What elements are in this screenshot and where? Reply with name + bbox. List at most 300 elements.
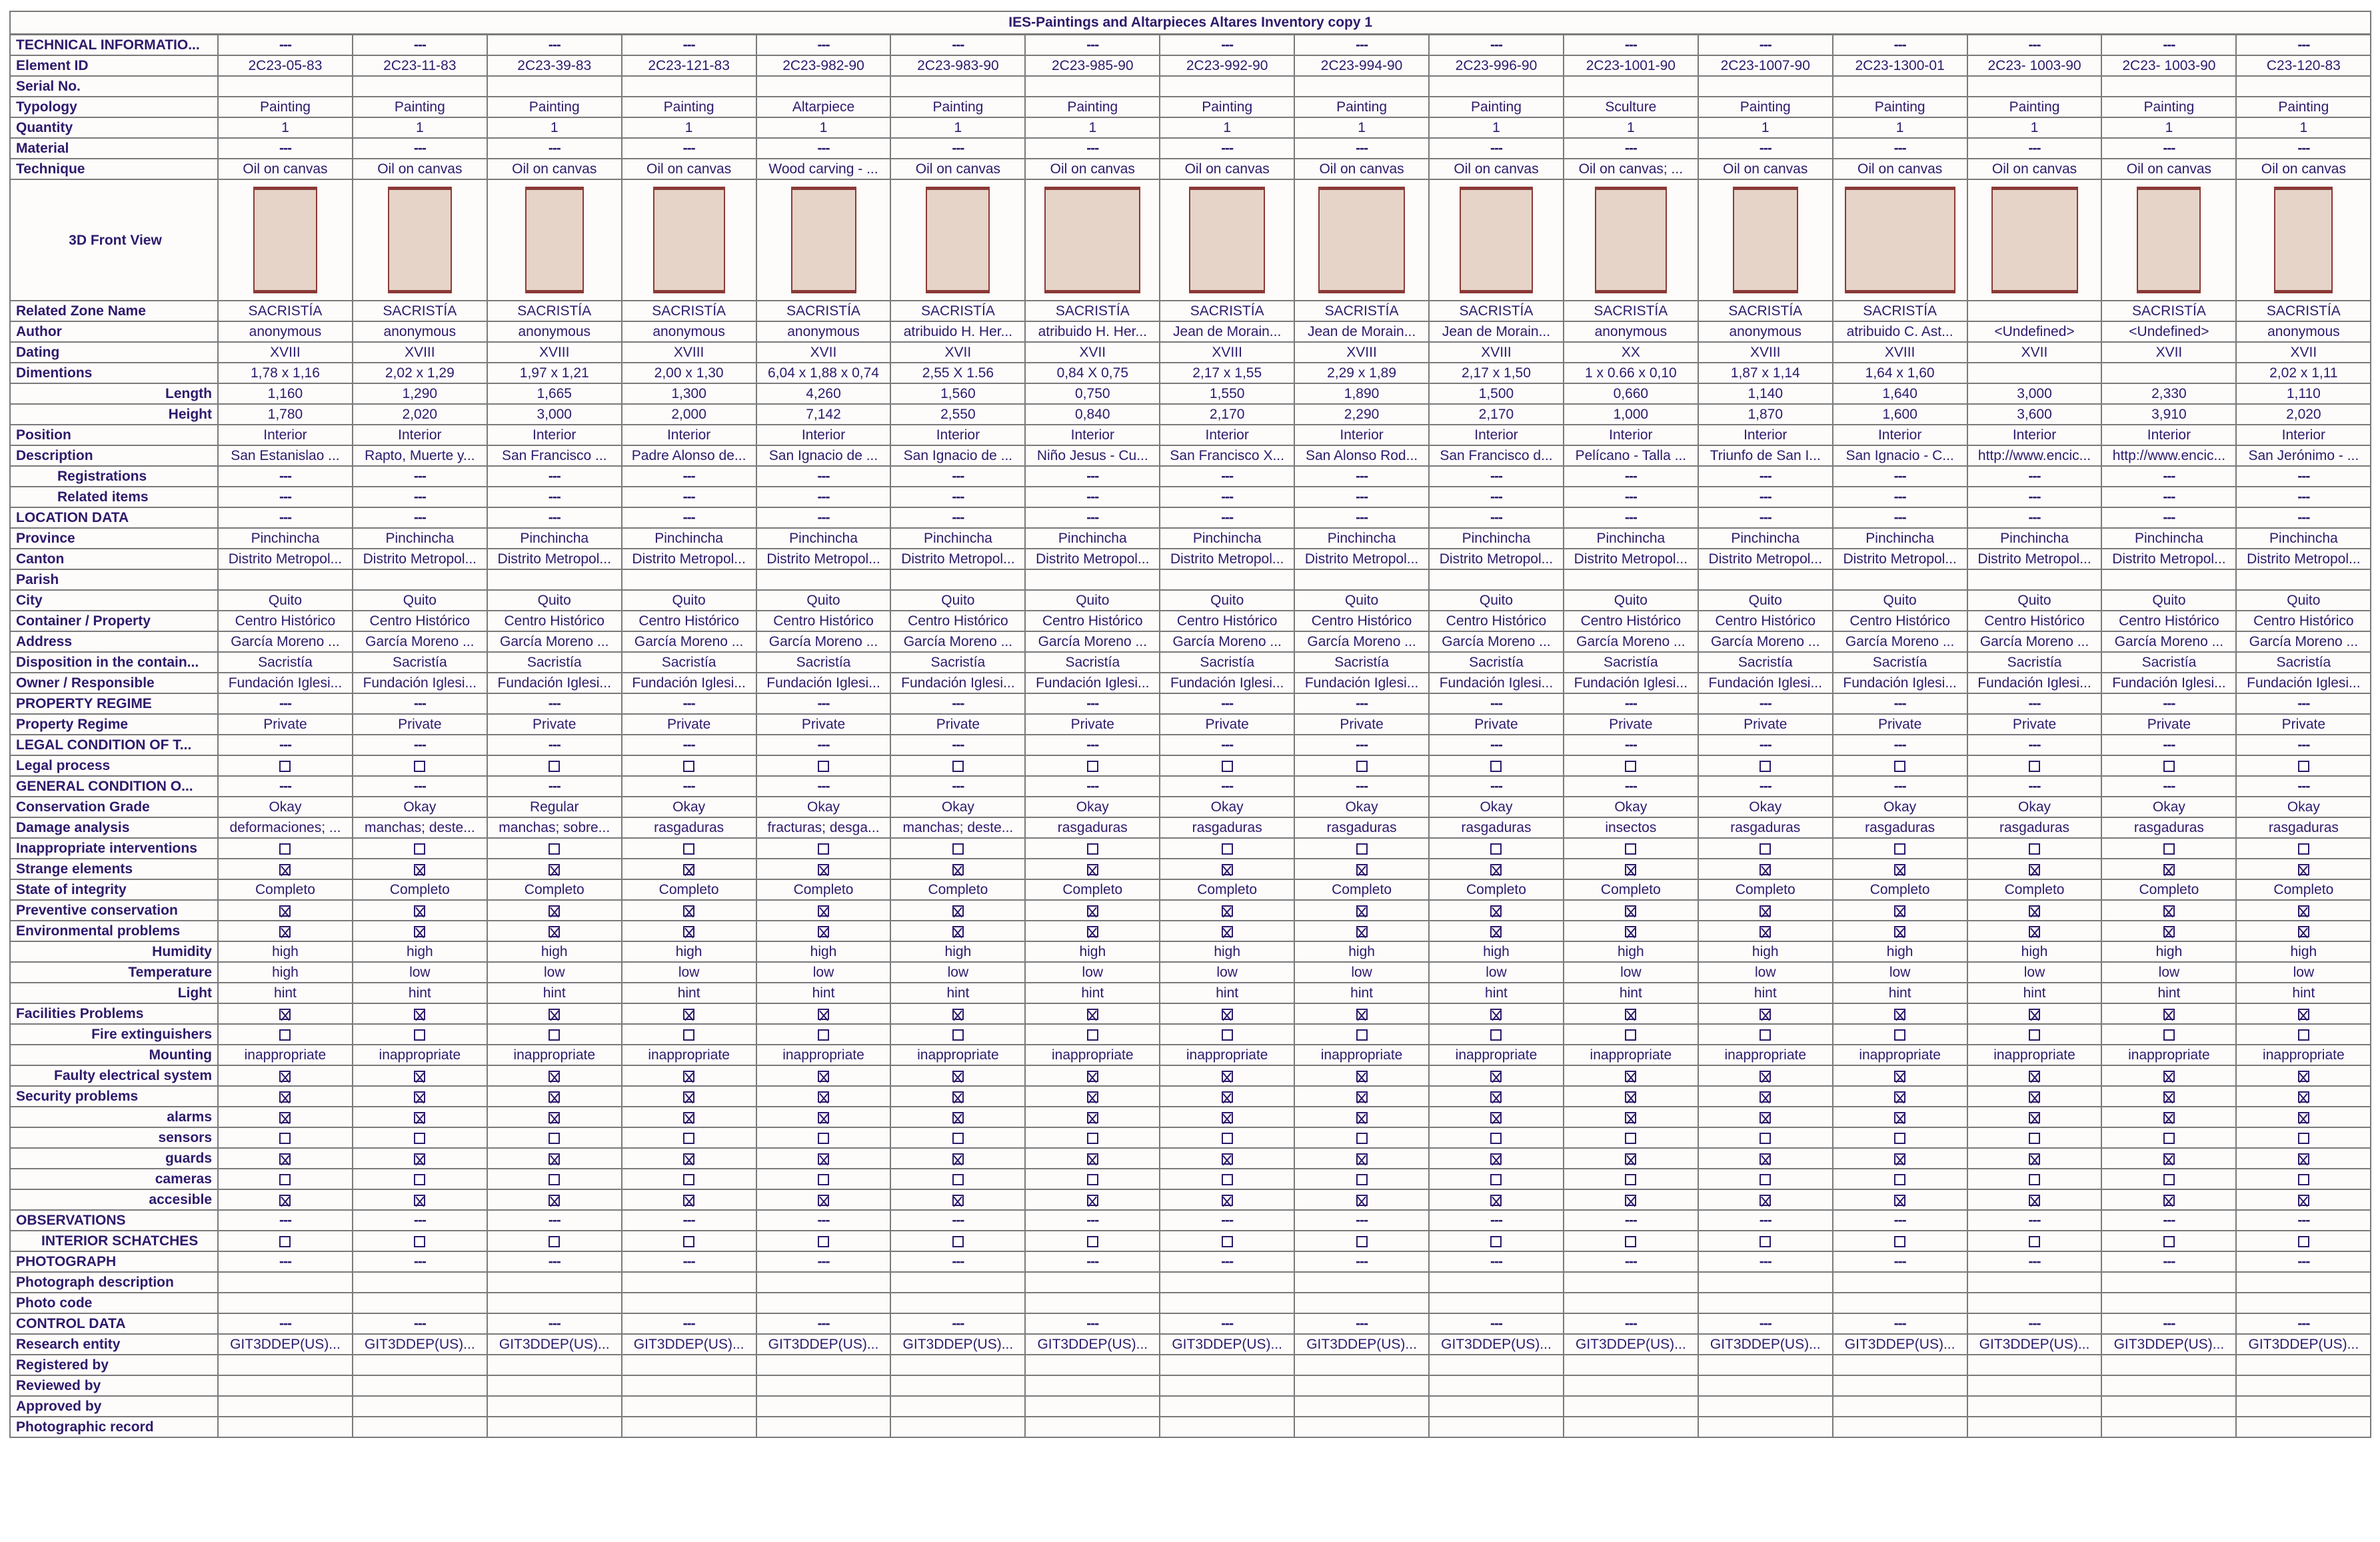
data-cell[interactable]: hint bbox=[622, 983, 756, 1003]
checkbox-cell[interactable] bbox=[1294, 900, 1429, 921]
data-cell[interactable]: --- bbox=[487, 776, 622, 797]
data-cell[interactable] bbox=[2236, 76, 2371, 97]
data-cell[interactable]: low bbox=[1294, 962, 1429, 983]
checked-box-icon[interactable] bbox=[1760, 1071, 1771, 1082]
data-cell[interactable]: 2,020 bbox=[353, 404, 487, 425]
data-cell[interactable] bbox=[1429, 1417, 1564, 1437]
checkbox-cell[interactable] bbox=[1160, 1148, 1294, 1169]
data-cell[interactable]: <Undefined> bbox=[2101, 321, 2236, 342]
data-cell[interactable] bbox=[1833, 1272, 1967, 1293]
checkbox-cell[interactable] bbox=[1025, 1003, 1160, 1024]
empty-checkbox-icon[interactable] bbox=[1894, 761, 1905, 772]
checked-box-icon[interactable] bbox=[1760, 864, 1771, 875]
empty-checkbox-icon[interactable] bbox=[1760, 1133, 1771, 1144]
checkbox-cell[interactable] bbox=[487, 1169, 622, 1189]
data-cell[interactable]: --- bbox=[890, 776, 1025, 797]
checked-box-icon[interactable] bbox=[1087, 926, 1098, 937]
checked-box-icon[interactable] bbox=[1894, 926, 1905, 937]
data-cell[interactable]: Oil on canvas bbox=[1833, 159, 1967, 179]
data-cell[interactable]: --- bbox=[1294, 1313, 1429, 1334]
empty-checkbox-icon[interactable] bbox=[1490, 1029, 1502, 1041]
data-cell[interactable] bbox=[2101, 1355, 2236, 1375]
data-cell[interactable]: --- bbox=[2236, 776, 2371, 797]
data-cell[interactable]: --- bbox=[487, 1210, 622, 1231]
data-cell[interactable]: --- bbox=[1564, 693, 1698, 714]
data-cell[interactable]: 1,87 x 1,14 bbox=[1698, 363, 1833, 383]
checkbox-cell[interactable] bbox=[622, 1189, 756, 1210]
checkbox-cell[interactable] bbox=[2236, 1169, 2371, 1189]
data-cell[interactable]: --- bbox=[2236, 1251, 2371, 1272]
data-cell[interactable] bbox=[1833, 76, 1967, 97]
data-cell[interactable]: Distrito Metropol... bbox=[1429, 549, 1564, 569]
empty-checkbox-icon[interactable] bbox=[549, 1029, 560, 1041]
checkbox-cell[interactable] bbox=[1967, 900, 2102, 921]
data-cell[interactable]: --- bbox=[622, 735, 756, 755]
data-cell[interactable]: 2,000 bbox=[622, 404, 756, 425]
data-cell[interactable]: --- bbox=[1025, 735, 1160, 755]
checkbox-cell[interactable] bbox=[1564, 1231, 1698, 1251]
data-cell[interactable]: rasgaduras bbox=[2236, 817, 2371, 838]
data-cell[interactable]: rasgaduras bbox=[1025, 817, 1160, 838]
data-cell[interactable]: Private bbox=[1833, 714, 1967, 735]
data-cell[interactable]: GIT3DDEP(US)... bbox=[756, 1334, 891, 1355]
checkbox-cell[interactable] bbox=[2101, 1086, 2236, 1107]
data-cell[interactable]: anonymous bbox=[487, 321, 622, 342]
data-cell[interactable]: --- bbox=[1294, 735, 1429, 755]
data-cell[interactable]: García Moreno ... bbox=[890, 631, 1025, 652]
checked-box-icon[interactable] bbox=[1625, 1071, 1636, 1082]
data-cell[interactable]: 2,17 x 1,50 bbox=[1429, 363, 1564, 383]
checkbox-cell[interactable] bbox=[487, 900, 622, 921]
data-cell[interactable] bbox=[890, 569, 1025, 590]
checked-box-icon[interactable] bbox=[1222, 1153, 1233, 1165]
front-view-thumbnail-cell[interactable] bbox=[1967, 179, 2102, 301]
data-cell[interactable] bbox=[2236, 1272, 2371, 1293]
checked-box-icon[interactable] bbox=[1760, 1195, 1771, 1206]
checkbox-cell[interactable] bbox=[1294, 838, 1429, 859]
empty-checkbox-icon[interactable] bbox=[683, 1174, 694, 1185]
checkbox-cell[interactable] bbox=[1833, 755, 1967, 776]
data-cell[interactable]: --- bbox=[1025, 466, 1160, 487]
data-cell[interactable]: Private bbox=[2236, 714, 2371, 735]
data-cell[interactable]: atribuido C. Ast... bbox=[1833, 321, 1967, 342]
data-cell[interactable]: manchas; sobre... bbox=[487, 817, 622, 838]
checkbox-cell[interactable] bbox=[2236, 1231, 2371, 1251]
checked-box-icon[interactable] bbox=[1760, 926, 1771, 937]
data-cell[interactable]: Pinchincha bbox=[2236, 528, 2371, 549]
checked-box-icon[interactable] bbox=[2163, 926, 2175, 937]
data-cell[interactable] bbox=[1833, 569, 1967, 590]
data-cell[interactable]: Oil on canvas bbox=[1025, 159, 1160, 179]
data-cell[interactable]: 1 bbox=[1294, 117, 1429, 138]
data-cell[interactable]: Okay bbox=[756, 797, 891, 817]
data-cell[interactable]: Fundación Iglesi... bbox=[1025, 673, 1160, 693]
data-cell[interactable]: Okay bbox=[1564, 797, 1698, 817]
checkbox-cell[interactable] bbox=[353, 1148, 487, 1169]
data-cell[interactable]: --- bbox=[218, 507, 353, 528]
data-cell[interactable]: Distrito Metropol... bbox=[756, 549, 891, 569]
data-cell[interactable] bbox=[890, 1272, 1025, 1293]
artwork-thumbnail-icon[interactable] bbox=[1044, 187, 1140, 293]
checkbox-cell[interactable] bbox=[487, 921, 622, 941]
data-cell[interactable]: Oil on canvas bbox=[2236, 159, 2371, 179]
data-cell[interactable]: --- bbox=[756, 1251, 891, 1272]
data-cell[interactable]: XVIII bbox=[218, 342, 353, 363]
data-cell[interactable] bbox=[2101, 76, 2236, 97]
data-cell[interactable]: 2,00 x 1,30 bbox=[622, 363, 756, 383]
data-cell[interactable] bbox=[1564, 1396, 1698, 1417]
data-cell[interactable]: --- bbox=[1967, 1210, 2102, 1231]
data-cell[interactable]: San Francisco ... bbox=[487, 445, 622, 466]
data-cell[interactable]: 1,640 bbox=[1833, 383, 1967, 404]
data-cell[interactable]: --- bbox=[622, 466, 756, 487]
data-cell[interactable]: hint bbox=[1698, 983, 1833, 1003]
data-cell[interactable]: Distrito Metropol... bbox=[890, 549, 1025, 569]
checkbox-cell[interactable] bbox=[622, 900, 756, 921]
data-cell[interactable]: Triunfo de San I... bbox=[1698, 445, 1833, 466]
data-cell[interactable]: --- bbox=[1429, 1313, 1564, 1334]
checkbox-cell[interactable] bbox=[1294, 1189, 1429, 1210]
data-cell[interactable]: Completo bbox=[353, 879, 487, 900]
data-cell[interactable] bbox=[1429, 1396, 1564, 1417]
data-cell[interactable]: --- bbox=[756, 487, 891, 507]
checkbox-cell[interactable] bbox=[1025, 1024, 1160, 1045]
data-cell[interactable]: --- bbox=[218, 35, 353, 56]
front-view-thumbnail-cell[interactable] bbox=[1025, 179, 1160, 301]
empty-checkbox-icon[interactable] bbox=[1894, 1174, 1905, 1185]
checkbox-cell[interactable] bbox=[1564, 1169, 1698, 1189]
data-cell[interactable]: Quito bbox=[353, 590, 487, 611]
checked-box-icon[interactable] bbox=[1894, 1091, 1905, 1103]
data-cell[interactable]: San Jerónimo - ... bbox=[2236, 445, 2371, 466]
data-cell[interactable]: http://www.encic... bbox=[1967, 445, 2102, 466]
data-cell[interactable]: SACRISTÍA bbox=[1160, 301, 1294, 321]
checked-box-icon[interactable] bbox=[1490, 905, 1502, 917]
front-view-thumbnail-cell[interactable] bbox=[1698, 179, 1833, 301]
data-cell[interactable]: --- bbox=[1025, 138, 1160, 159]
checkbox-cell[interactable] bbox=[2236, 1065, 2371, 1086]
data-cell[interactable]: --- bbox=[1160, 693, 1294, 714]
checkbox-cell[interactable] bbox=[2101, 900, 2236, 921]
data-cell[interactable] bbox=[1967, 1396, 2102, 1417]
data-cell[interactable]: Pinchincha bbox=[1698, 528, 1833, 549]
data-cell[interactable]: Sacristía bbox=[1564, 652, 1698, 673]
data-cell[interactable] bbox=[890, 1396, 1025, 1417]
data-cell[interactable]: --- bbox=[487, 487, 622, 507]
checkbox-cell[interactable] bbox=[622, 1107, 756, 1127]
checked-box-icon[interactable] bbox=[1490, 1153, 1502, 1165]
data-cell[interactable]: Sacristía bbox=[353, 652, 487, 673]
checked-box-icon[interactable] bbox=[2298, 1195, 2309, 1206]
empty-checkbox-icon[interactable] bbox=[683, 843, 694, 855]
checkbox-cell[interactable] bbox=[1698, 755, 1833, 776]
empty-checkbox-icon[interactable] bbox=[1222, 1133, 1233, 1144]
data-cell[interactable]: Painting bbox=[1967, 97, 2102, 117]
data-cell[interactable]: low bbox=[1429, 962, 1564, 983]
checked-box-icon[interactable] bbox=[2163, 1112, 2175, 1123]
data-cell[interactable]: 2,02 x 1,11 bbox=[2236, 363, 2371, 383]
data-cell[interactable]: --- bbox=[1967, 507, 2102, 528]
checked-box-icon[interactable] bbox=[1087, 1195, 1098, 1206]
checkbox-cell[interactable] bbox=[1967, 1148, 2102, 1169]
data-cell[interactable]: --- bbox=[1160, 466, 1294, 487]
data-cell[interactable]: Quito bbox=[1160, 590, 1294, 611]
data-cell[interactable] bbox=[2236, 1375, 2371, 1396]
data-cell[interactable]: atribuido H. Her... bbox=[1025, 321, 1160, 342]
data-cell[interactable]: --- bbox=[2101, 693, 2236, 714]
data-cell[interactable]: Centro Histórico bbox=[756, 611, 891, 631]
empty-checkbox-icon[interactable] bbox=[549, 1236, 560, 1247]
checkbox-cell[interactable] bbox=[1564, 1148, 1698, 1169]
data-cell[interactable] bbox=[622, 1293, 756, 1313]
data-cell[interactable]: Sacristía bbox=[487, 652, 622, 673]
checkbox-cell[interactable] bbox=[622, 838, 756, 859]
data-cell[interactable]: --- bbox=[756, 1210, 891, 1231]
checkbox-cell[interactable] bbox=[1564, 755, 1698, 776]
checkbox-cell[interactable] bbox=[353, 900, 487, 921]
checkbox-cell[interactable] bbox=[1025, 1107, 1160, 1127]
checkbox-cell[interactable] bbox=[1967, 1231, 2102, 1251]
checked-box-icon[interactable] bbox=[1356, 1112, 1368, 1123]
data-cell[interactable]: --- bbox=[353, 487, 487, 507]
checkbox-cell[interactable] bbox=[1967, 1169, 2102, 1189]
data-cell[interactable]: Quito bbox=[1294, 590, 1429, 611]
data-cell[interactable]: Pinchincha bbox=[2101, 528, 2236, 549]
data-cell[interactable]: Centro Histórico bbox=[1160, 611, 1294, 631]
data-cell[interactable]: rasgaduras bbox=[1429, 817, 1564, 838]
data-cell[interactable]: Sacristía bbox=[2236, 652, 2371, 673]
data-cell[interactable]: --- bbox=[1025, 487, 1160, 507]
artwork-thumbnail-icon[interactable] bbox=[1733, 187, 1798, 293]
data-cell[interactable]: --- bbox=[2236, 487, 2371, 507]
empty-checkbox-icon[interactable] bbox=[1222, 1029, 1233, 1041]
checkbox-cell[interactable] bbox=[1429, 900, 1564, 921]
empty-checkbox-icon[interactable] bbox=[818, 1133, 829, 1144]
data-cell[interactable]: García Moreno ... bbox=[1160, 631, 1294, 652]
data-cell[interactable]: hint bbox=[353, 983, 487, 1003]
empty-checkbox-icon[interactable] bbox=[2029, 1236, 2040, 1247]
data-cell[interactable]: insectos bbox=[1564, 817, 1698, 838]
front-view-thumbnail-cell[interactable] bbox=[2101, 179, 2236, 301]
data-cell[interactable]: --- bbox=[1294, 1210, 1429, 1231]
data-cell[interactable] bbox=[1294, 1355, 1429, 1375]
data-cell[interactable]: 0,84 X 0,75 bbox=[1025, 363, 1160, 383]
data-cell[interactable]: low bbox=[622, 962, 756, 983]
data-cell[interactable] bbox=[2236, 1396, 2371, 1417]
data-cell[interactable]: Painting bbox=[622, 97, 756, 117]
data-cell[interactable]: Oil on canvas bbox=[2101, 159, 2236, 179]
data-cell[interactable]: --- bbox=[890, 487, 1025, 507]
data-cell[interactable]: rasgaduras bbox=[1967, 817, 2102, 838]
data-cell[interactable]: --- bbox=[1294, 487, 1429, 507]
checkbox-cell[interactable] bbox=[1833, 921, 1967, 941]
data-cell[interactable]: --- bbox=[353, 466, 487, 487]
checkbox-cell[interactable] bbox=[2101, 1003, 2236, 1024]
data-cell[interactable] bbox=[1160, 1293, 1294, 1313]
checkbox-cell[interactable] bbox=[487, 1107, 622, 1127]
data-cell[interactable] bbox=[1967, 363, 2102, 383]
front-view-thumbnail-cell[interactable] bbox=[487, 179, 622, 301]
data-cell[interactable]: high bbox=[890, 941, 1025, 962]
checkbox-cell[interactable] bbox=[1967, 755, 2102, 776]
data-cell[interactable]: 1,890 bbox=[1294, 383, 1429, 404]
checked-box-icon[interactable] bbox=[414, 1112, 425, 1123]
data-cell[interactable]: high bbox=[1833, 941, 1967, 962]
data-cell[interactable]: Interior bbox=[622, 425, 756, 445]
checked-box-icon[interactable] bbox=[1087, 1153, 1098, 1165]
checkbox-cell[interactable] bbox=[756, 1169, 891, 1189]
data-cell[interactable]: 2C23-121-83 bbox=[622, 55, 756, 76]
checked-box-icon[interactable] bbox=[1222, 1009, 1233, 1020]
data-cell[interactable]: hint bbox=[2236, 983, 2371, 1003]
data-cell[interactable]: Pinchincha bbox=[218, 528, 353, 549]
data-cell[interactable] bbox=[622, 1417, 756, 1437]
data-cell[interactable]: Quito bbox=[756, 590, 891, 611]
data-cell[interactable] bbox=[1294, 1417, 1429, 1437]
data-cell[interactable]: inappropriate bbox=[1564, 1045, 1698, 1065]
data-cell[interactable]: --- bbox=[756, 735, 891, 755]
data-cell[interactable] bbox=[1967, 76, 2102, 97]
checked-box-icon[interactable] bbox=[1625, 1009, 1636, 1020]
data-cell[interactable]: Okay bbox=[1160, 797, 1294, 817]
checked-box-icon[interactable] bbox=[2029, 1009, 2040, 1020]
checked-box-icon[interactable] bbox=[1625, 1153, 1636, 1165]
data-cell[interactable]: Completo bbox=[2236, 879, 2371, 900]
checked-box-icon[interactable] bbox=[1760, 1009, 1771, 1020]
data-cell[interactable] bbox=[2101, 1272, 2236, 1293]
checkbox-cell[interactable] bbox=[1564, 1003, 1698, 1024]
checked-box-icon[interactable] bbox=[1222, 905, 1233, 917]
checked-box-icon[interactable] bbox=[952, 1091, 964, 1103]
data-cell[interactable]: Private bbox=[1967, 714, 2102, 735]
checkbox-cell[interactable] bbox=[2236, 1189, 2371, 1210]
empty-checkbox-icon[interactable] bbox=[952, 1133, 964, 1144]
data-cell[interactable]: 1,160 bbox=[218, 383, 353, 404]
data-cell[interactable]: --- bbox=[1160, 507, 1294, 528]
checkbox-cell[interactable] bbox=[1160, 1189, 1294, 1210]
checkbox-cell[interactable] bbox=[1833, 1231, 1967, 1251]
data-cell[interactable]: low bbox=[1160, 962, 1294, 983]
data-cell[interactable]: 2,02 x 1,29 bbox=[353, 363, 487, 383]
checkbox-cell[interactable] bbox=[890, 1065, 1025, 1086]
data-cell[interactable]: 2C23-996-90 bbox=[1429, 55, 1564, 76]
data-cell[interactable]: hint bbox=[218, 983, 353, 1003]
checked-box-icon[interactable] bbox=[279, 905, 291, 917]
data-cell[interactable]: --- bbox=[622, 776, 756, 797]
empty-checkbox-icon[interactable] bbox=[1087, 843, 1098, 855]
checkbox-cell[interactable] bbox=[1160, 921, 1294, 941]
data-cell[interactable] bbox=[1160, 1396, 1294, 1417]
front-view-thumbnail-cell[interactable] bbox=[1294, 179, 1429, 301]
data-cell[interactable] bbox=[1429, 1375, 1564, 1396]
checkbox-cell[interactable] bbox=[1967, 1024, 2102, 1045]
checkbox-cell[interactable] bbox=[1429, 755, 1564, 776]
data-cell[interactable] bbox=[487, 1272, 622, 1293]
data-cell[interactable]: GIT3DDEP(US)... bbox=[218, 1334, 353, 1355]
checkbox-cell[interactable] bbox=[218, 1169, 353, 1189]
checked-box-icon[interactable] bbox=[549, 864, 560, 875]
data-cell[interactable]: Interior bbox=[2101, 425, 2236, 445]
data-cell[interactable]: low bbox=[890, 962, 1025, 983]
data-cell[interactable]: high bbox=[2101, 941, 2236, 962]
data-cell[interactable]: --- bbox=[1833, 466, 1967, 487]
artwork-thumbnail-icon[interactable] bbox=[1318, 187, 1405, 293]
checkbox-cell[interactable] bbox=[353, 1107, 487, 1127]
checkbox-cell[interactable] bbox=[218, 755, 353, 776]
data-cell[interactable]: hint bbox=[2101, 983, 2236, 1003]
checked-box-icon[interactable] bbox=[683, 926, 694, 937]
data-cell[interactable]: --- bbox=[1429, 507, 1564, 528]
data-cell[interactable]: Fundación Iglesi... bbox=[756, 673, 891, 693]
data-cell[interactable]: Okay bbox=[1698, 797, 1833, 817]
data-cell[interactable]: high bbox=[1160, 941, 1294, 962]
data-cell[interactable]: Oil on canvas bbox=[487, 159, 622, 179]
data-cell[interactable]: SACRISTÍA bbox=[890, 301, 1025, 321]
data-cell[interactable]: --- bbox=[1833, 1313, 1967, 1334]
data-cell[interactable]: --- bbox=[353, 138, 487, 159]
data-cell[interactable]: --- bbox=[1429, 1210, 1564, 1231]
checkbox-cell[interactable] bbox=[487, 755, 622, 776]
data-cell[interactable] bbox=[756, 1293, 891, 1313]
empty-checkbox-icon[interactable] bbox=[1625, 1029, 1636, 1041]
data-cell[interactable]: Sacristía bbox=[622, 652, 756, 673]
data-cell[interactable]: Regular bbox=[487, 797, 622, 817]
checked-box-icon[interactable] bbox=[818, 1195, 829, 1206]
checkbox-cell[interactable] bbox=[890, 755, 1025, 776]
data-cell[interactable]: Completo bbox=[1160, 879, 1294, 900]
artwork-thumbnail-icon[interactable] bbox=[791, 187, 856, 293]
data-cell[interactable]: SACRISTÍA bbox=[1833, 301, 1967, 321]
data-cell[interactable]: GIT3DDEP(US)... bbox=[2101, 1334, 2236, 1355]
data-cell[interactable]: --- bbox=[218, 735, 353, 755]
checked-box-icon[interactable] bbox=[1222, 1195, 1233, 1206]
checkbox-cell[interactable] bbox=[1160, 1127, 1294, 1148]
data-cell[interactable]: SACRISTÍA bbox=[622, 301, 756, 321]
data-cell[interactable]: rasgaduras bbox=[1294, 817, 1429, 838]
front-view-thumbnail-cell[interactable] bbox=[890, 179, 1025, 301]
data-cell[interactable]: SACRISTÍA bbox=[2236, 301, 2371, 321]
checkbox-cell[interactable] bbox=[487, 1127, 622, 1148]
data-cell[interactable]: Centro Histórico bbox=[487, 611, 622, 631]
checkbox-cell[interactable] bbox=[2236, 1107, 2371, 1127]
data-cell[interactable]: Completo bbox=[1025, 879, 1160, 900]
data-cell[interactable]: 1,78 x 1,16 bbox=[218, 363, 353, 383]
artwork-thumbnail-icon[interactable] bbox=[1991, 187, 2078, 293]
checkbox-cell[interactable] bbox=[487, 838, 622, 859]
data-cell[interactable]: Completo bbox=[622, 879, 756, 900]
data-cell[interactable]: --- bbox=[1294, 35, 1429, 56]
data-cell[interactable] bbox=[353, 1375, 487, 1396]
data-cell[interactable]: Oil on canvas bbox=[622, 159, 756, 179]
checked-box-icon[interactable] bbox=[414, 1071, 425, 1082]
data-cell[interactable]: García Moreno ... bbox=[1967, 631, 2102, 652]
data-cell[interactable]: --- bbox=[1429, 735, 1564, 755]
data-cell[interactable]: low bbox=[353, 962, 487, 983]
checkbox-cell[interactable] bbox=[1025, 859, 1160, 879]
data-cell[interactable]: --- bbox=[890, 1251, 1025, 1272]
checkbox-cell[interactable] bbox=[622, 1169, 756, 1189]
checked-box-icon[interactable] bbox=[2298, 1071, 2309, 1082]
data-cell[interactable]: 2,170 bbox=[1160, 404, 1294, 425]
checked-box-icon[interactable] bbox=[818, 1071, 829, 1082]
data-cell[interactable]: --- bbox=[1025, 693, 1160, 714]
data-cell[interactable]: Pinchincha bbox=[1429, 528, 1564, 549]
data-cell[interactable]: Quito bbox=[1967, 590, 2102, 611]
data-cell[interactable]: --- bbox=[1160, 1251, 1294, 1272]
data-cell[interactable]: --- bbox=[756, 1313, 891, 1334]
data-cell[interactable]: 2C23-39-83 bbox=[487, 55, 622, 76]
checkbox-cell[interactable] bbox=[1025, 1086, 1160, 1107]
